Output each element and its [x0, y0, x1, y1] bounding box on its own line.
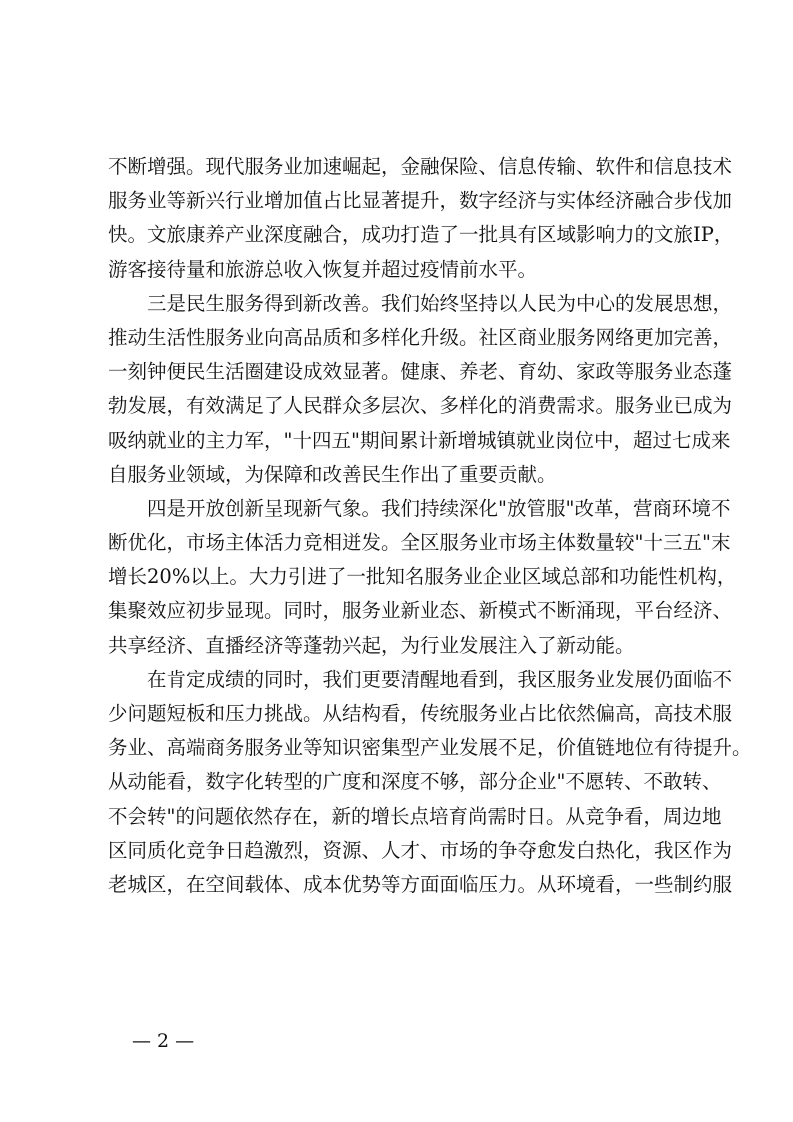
text-line: 自服务业领域，为保障和改善民生作出了重要贡献。: [108, 462, 557, 486]
text-line: 务业、高端商务服务业等知识密集型产业发展不足，价值链地位有待提升。: [108, 736, 752, 760]
text-line: 推动生活性服务业向高品质和多样化升级。社区商业服务网络更加完善，: [108, 325, 733, 349]
body-text: [108, 150, 752, 902]
text-line: 三是民生服务得到新改善。我们始终坚持以人民为中心的发展思想，: [147, 291, 733, 315]
text-line: 集聚效应初步显现。同时，服务业新业态、新模式不断涌现，平台经济、: [108, 599, 733, 623]
text-line: 共享经济、直播经济等蓬勃兴起，为行业发展注入了新动能。: [108, 633, 635, 657]
text-line: 不断增强。现代服务业加速崛起，金融保险、信息传输、软件和信息技术: [108, 155, 733, 178]
text-line: 在肯定成绩的同时，我们更要清醒地看到，我区服务业发展仍面临不: [147, 667, 733, 691]
text-line: 不会转"的问题依然存在，新的增长点培育尚需时日。从竞争看，周边地: [108, 804, 722, 828]
text-line: 老城区，在空间载体、成本优势等方面面临压力。从环境看，一些制约服: [108, 872, 733, 896]
text-line: 断优化，市场主体活力竞相迸发。全区服务业市场主体数量较"十三五"末: [108, 531, 731, 555]
text-line: 吸纳就业的主力军，"十四五"期间累计新增城镇就业岗位中，超过七成来: [108, 428, 731, 452]
page-number: — 2 —: [132, 1030, 195, 1052]
text-line: 区同质化竞争日趋激烈，资源、人才、市场的争夺愈发白热化，我区作为: [108, 838, 733, 862]
text-line: 服务业等新兴行业增加值占比显著提升，数字经济与实体经济融合步伐加: [108, 189, 733, 213]
text-line: 从动能看，数字化转型的广度和深度不够，部分企业"不愿转、不敢转、: [108, 770, 722, 794]
text-line: 四是开放创新呈现新气象。我们持续深化"放管服"改革，营商环境不: [147, 496, 731, 520]
text-line: 少问题短板和压力挑战。从结构看，传统服务业占比依然偏高，高技术服: [108, 702, 733, 725]
text-line: 增长20%以上。大力引进了一批知名服务业企业区域总部和功能性机构，: [108, 565, 737, 589]
text-line: 游客接待量和旅游总收入恢复并超过疫情前水平。: [108, 257, 538, 281]
text-line: 快。文旅康养产业深度融合，成功打造了一批具有区域影响力的文旅IP，: [108, 223, 734, 247]
text-line: 一刻钟便民生活圈建设成效显著。健康、养老、育幼、家政等服务业态蓬: [108, 360, 733, 384]
text-line: 勃发展，有效满足了人民群众多层次、多样化的消费需求。服务业已成为: [108, 394, 733, 418]
